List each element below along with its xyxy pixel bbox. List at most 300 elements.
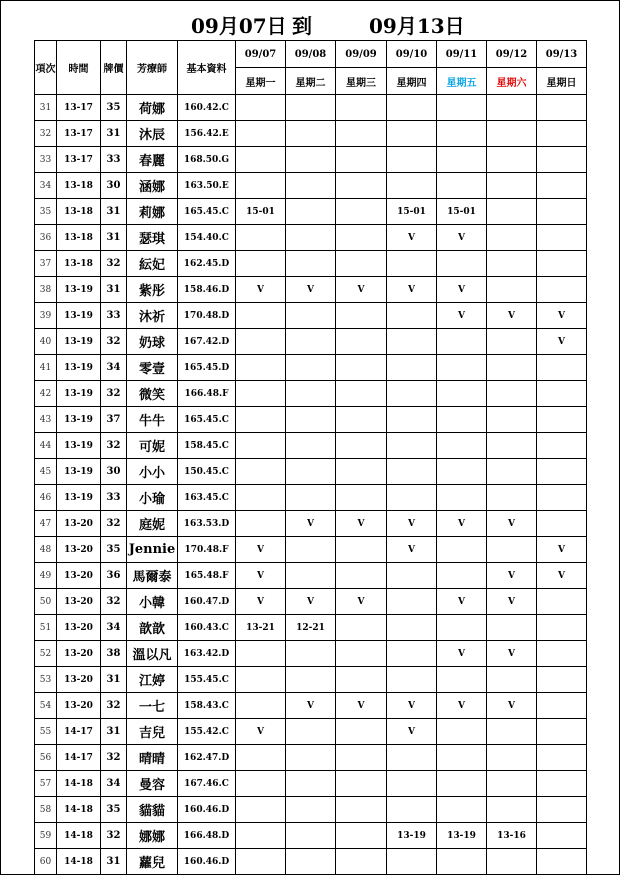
row-day-cell bbox=[537, 251, 587, 277]
row-time: 13-20 bbox=[57, 563, 101, 589]
table-row bbox=[35, 719, 587, 745]
table-row bbox=[35, 277, 587, 303]
row-time: 13-19 bbox=[57, 407, 101, 433]
row-day-cell bbox=[236, 121, 286, 147]
row-index: 48 bbox=[35, 537, 57, 563]
row-info: 150.45.C bbox=[178, 459, 236, 485]
row-index: 40 bbox=[35, 329, 57, 355]
row-day-cell bbox=[537, 771, 587, 797]
row-info: 154.40.C bbox=[178, 225, 236, 251]
row-day-cell bbox=[286, 563, 336, 589]
table-row bbox=[35, 355, 587, 381]
row-day-cell bbox=[487, 485, 537, 511]
row-day-cell bbox=[336, 303, 387, 329]
row-day-cell bbox=[487, 381, 537, 407]
row-index: 47 bbox=[35, 511, 57, 537]
row-day-cell bbox=[387, 459, 437, 485]
row-time: 13-19 bbox=[57, 433, 101, 459]
row-rate: 34 bbox=[101, 771, 127, 797]
row-rate: 32 bbox=[101, 381, 127, 407]
row-day-cell bbox=[487, 95, 537, 121]
row-rate: 36 bbox=[101, 563, 127, 589]
row-day-cell bbox=[437, 407, 487, 433]
row-name: 一七 bbox=[127, 693, 178, 719]
header-date-4: 09/11 bbox=[437, 41, 487, 68]
row-day-cell: V bbox=[437, 225, 487, 251]
row-day-cell bbox=[387, 329, 437, 355]
row-day-cell bbox=[286, 147, 336, 173]
row-rate: 32 bbox=[101, 693, 127, 719]
row-index: 32 bbox=[35, 121, 57, 147]
row-day-cell: V bbox=[236, 589, 286, 615]
row-rate: 31 bbox=[101, 277, 127, 303]
table-row bbox=[35, 199, 587, 225]
header-date-3: 09/10 bbox=[387, 41, 437, 68]
row-day-cell bbox=[537, 459, 587, 485]
table-row bbox=[35, 745, 587, 771]
table-row bbox=[35, 823, 587, 849]
row-day-cell bbox=[336, 563, 387, 589]
row-info: 158.46.D bbox=[178, 277, 236, 303]
row-day-cell: V bbox=[387, 537, 437, 563]
row-index: 43 bbox=[35, 407, 57, 433]
row-time: 13-19 bbox=[57, 329, 101, 355]
row-info: 165.45.C bbox=[178, 199, 236, 225]
schedule-title bbox=[1, 14, 622, 38]
row-name: 溫以凡 bbox=[127, 641, 178, 667]
row-index: 41 bbox=[35, 355, 57, 381]
row-day-cell bbox=[537, 485, 587, 511]
row-info: 166.48.D bbox=[178, 823, 236, 849]
row-day-cell: V bbox=[437, 641, 487, 667]
table-row bbox=[35, 797, 587, 823]
header-weekday-2: 星期三 bbox=[336, 68, 387, 95]
row-day-cell: 12-21 bbox=[286, 615, 336, 641]
row-name: 蘿兒 bbox=[127, 849, 178, 875]
row-index: 31 bbox=[35, 95, 57, 121]
row-day-cell bbox=[437, 563, 487, 589]
row-day-cell bbox=[387, 797, 437, 823]
row-name: 涵娜 bbox=[127, 173, 178, 199]
table-row bbox=[35, 95, 587, 121]
row-day-cell bbox=[387, 173, 437, 199]
row-name: 荷娜 bbox=[127, 95, 178, 121]
row-day-cell bbox=[487, 251, 537, 277]
row-time: 13-19 bbox=[57, 381, 101, 407]
table-row bbox=[35, 667, 587, 693]
row-info: 160.46.D bbox=[178, 849, 236, 875]
row-day-cell bbox=[336, 355, 387, 381]
row-info: 162.47.D bbox=[178, 745, 236, 771]
row-day-cell bbox=[236, 693, 286, 719]
table-row bbox=[35, 589, 587, 615]
row-index: 54 bbox=[35, 693, 57, 719]
row-day-cell bbox=[236, 225, 286, 251]
row-name: 春麗 bbox=[127, 147, 178, 173]
row-day-cell: V bbox=[336, 589, 387, 615]
row-day-cell bbox=[336, 667, 387, 693]
row-day-cell bbox=[286, 251, 336, 277]
row-day-cell: V bbox=[336, 693, 387, 719]
row-day-cell: V bbox=[437, 303, 487, 329]
row-day-cell bbox=[387, 667, 437, 693]
row-day-cell: V bbox=[487, 511, 537, 537]
row-day-cell: V bbox=[286, 511, 336, 537]
row-rate: 35 bbox=[101, 797, 127, 823]
row-time: 14-18 bbox=[57, 797, 101, 823]
row-day-cell bbox=[537, 355, 587, 381]
row-day-cell bbox=[286, 433, 336, 459]
row-day-cell bbox=[336, 485, 387, 511]
row-day-cell: 13-16 bbox=[487, 823, 537, 849]
row-day-cell bbox=[387, 355, 437, 381]
row-rate: 30 bbox=[101, 173, 127, 199]
row-day-cell bbox=[437, 433, 487, 459]
row-day-cell bbox=[437, 355, 487, 381]
row-day-cell bbox=[437, 797, 487, 823]
row-rate: 35 bbox=[101, 537, 127, 563]
table-row bbox=[35, 511, 587, 537]
row-day-cell bbox=[537, 433, 587, 459]
row-day-cell bbox=[236, 667, 286, 693]
table-row bbox=[35, 147, 587, 173]
row-name: 馬爾泰 bbox=[127, 563, 178, 589]
row-time: 14-17 bbox=[57, 719, 101, 745]
row-day-cell bbox=[537, 199, 587, 225]
row-day-cell bbox=[487, 199, 537, 225]
row-day-cell: V bbox=[387, 225, 437, 251]
row-info: 163.42.D bbox=[178, 641, 236, 667]
row-index: 60 bbox=[35, 849, 57, 875]
row-day-cell bbox=[286, 849, 336, 875]
row-day-cell bbox=[487, 433, 537, 459]
row-day-cell: V bbox=[537, 563, 587, 589]
row-day-cell bbox=[336, 797, 387, 823]
header-weekday-1: 星期二 bbox=[286, 68, 336, 95]
row-day-cell bbox=[387, 251, 437, 277]
row-name: 歆歆 bbox=[127, 615, 178, 641]
row-day-cell bbox=[537, 667, 587, 693]
row-rate: 34 bbox=[101, 355, 127, 381]
row-day-cell bbox=[286, 745, 336, 771]
row-day-cell bbox=[437, 95, 487, 121]
row-day-cell bbox=[236, 329, 286, 355]
row-day-cell bbox=[387, 641, 437, 667]
row-rate: 32 bbox=[101, 433, 127, 459]
row-rate: 31 bbox=[101, 199, 127, 225]
row-day-cell: 15-01 bbox=[387, 199, 437, 225]
row-day-cell bbox=[286, 485, 336, 511]
header-weekday-6: 星期日 bbox=[537, 68, 587, 95]
row-day-cell: V bbox=[387, 277, 437, 303]
row-day-cell: V bbox=[286, 693, 336, 719]
row-info: 160.46.D bbox=[178, 797, 236, 823]
row-time: 13-19 bbox=[57, 303, 101, 329]
row-day-cell: 13-21 bbox=[236, 615, 286, 641]
row-rate: 31 bbox=[101, 667, 127, 693]
row-name: 沐辰 bbox=[127, 121, 178, 147]
row-time: 13-20 bbox=[57, 615, 101, 641]
row-day-cell bbox=[336, 329, 387, 355]
row-time: 14-18 bbox=[57, 849, 101, 875]
row-index: 33 bbox=[35, 147, 57, 173]
row-day-cell bbox=[336, 251, 387, 277]
row-day-cell bbox=[336, 641, 387, 667]
row-day-cell: 13-19 bbox=[437, 823, 487, 849]
row-day-cell bbox=[286, 355, 336, 381]
row-rate: 31 bbox=[101, 719, 127, 745]
row-rate: 33 bbox=[101, 303, 127, 329]
row-time: 13-18 bbox=[57, 225, 101, 251]
row-day-cell bbox=[537, 849, 587, 875]
row-day-cell: V bbox=[487, 641, 537, 667]
row-day-cell bbox=[537, 225, 587, 251]
row-day-cell: V bbox=[387, 693, 437, 719]
row-info: 160.47.D bbox=[178, 589, 236, 615]
row-day-cell bbox=[487, 173, 537, 199]
row-day-cell bbox=[236, 147, 286, 173]
row-day-cell bbox=[487, 615, 537, 641]
header-date-2: 09/09 bbox=[336, 41, 387, 68]
row-day-cell bbox=[336, 381, 387, 407]
row-name: 可妮 bbox=[127, 433, 178, 459]
row-day-cell bbox=[236, 459, 286, 485]
row-day-cell: V bbox=[487, 693, 537, 719]
row-day-cell: V bbox=[336, 511, 387, 537]
row-day-cell bbox=[437, 745, 487, 771]
row-time: 13-19 bbox=[57, 485, 101, 511]
row-rate: 31 bbox=[101, 849, 127, 875]
row-day-cell bbox=[236, 823, 286, 849]
row-day-cell bbox=[487, 771, 537, 797]
table-row bbox=[35, 225, 587, 251]
row-day-cell bbox=[387, 589, 437, 615]
row-time: 13-19 bbox=[57, 355, 101, 381]
row-day-cell: V bbox=[286, 589, 336, 615]
table-row bbox=[35, 381, 587, 407]
row-day-cell bbox=[336, 199, 387, 225]
table-row bbox=[35, 433, 587, 459]
row-day-cell bbox=[487, 745, 537, 771]
row-rate: 32 bbox=[101, 511, 127, 537]
row-day-cell bbox=[537, 641, 587, 667]
row-day-cell bbox=[537, 121, 587, 147]
row-index: 52 bbox=[35, 641, 57, 667]
row-day-cell bbox=[286, 407, 336, 433]
row-info: 165.45.D bbox=[178, 355, 236, 381]
table-row bbox=[35, 121, 587, 147]
row-name: 莉娜 bbox=[127, 199, 178, 225]
title-start-date: 09月07日 bbox=[191, 14, 287, 38]
row-day-cell bbox=[487, 277, 537, 303]
header-name: 芳療師 bbox=[127, 41, 178, 95]
row-index: 35 bbox=[35, 199, 57, 225]
row-day-cell bbox=[437, 251, 487, 277]
row-day-cell bbox=[286, 537, 336, 563]
row-day-cell bbox=[286, 173, 336, 199]
row-day-cell bbox=[487, 667, 537, 693]
row-day-cell bbox=[236, 745, 286, 771]
row-day-cell bbox=[537, 95, 587, 121]
row-name: 紫彤 bbox=[127, 277, 178, 303]
row-day-cell bbox=[286, 121, 336, 147]
table-row bbox=[35, 407, 587, 433]
table-row bbox=[35, 693, 587, 719]
row-day-cell bbox=[286, 719, 336, 745]
row-name: 曼容 bbox=[127, 771, 178, 797]
row-rate: 32 bbox=[101, 251, 127, 277]
row-day-cell bbox=[537, 173, 587, 199]
row-info: 155.45.C bbox=[178, 667, 236, 693]
row-day-cell bbox=[487, 225, 537, 251]
row-info: 162.45.D bbox=[178, 251, 236, 277]
row-time: 13-18 bbox=[57, 173, 101, 199]
title-end-date: 09月13日 bbox=[369, 14, 465, 38]
row-day-cell: V bbox=[487, 589, 537, 615]
row-day-cell: V bbox=[236, 563, 286, 589]
row-day-cell bbox=[236, 381, 286, 407]
row-day-cell bbox=[537, 693, 587, 719]
row-day-cell: V bbox=[236, 719, 286, 745]
row-day-cell bbox=[537, 589, 587, 615]
title-to: 到 bbox=[292, 14, 312, 38]
row-info: 156.42.E bbox=[178, 121, 236, 147]
row-day-cell bbox=[437, 537, 487, 563]
row-day-cell bbox=[537, 745, 587, 771]
row-info: 166.48.F bbox=[178, 381, 236, 407]
row-day-cell bbox=[487, 797, 537, 823]
row-rate: 31 bbox=[101, 225, 127, 251]
row-name: 小瑜 bbox=[127, 485, 178, 511]
row-day-cell bbox=[286, 667, 336, 693]
row-day-cell bbox=[537, 147, 587, 173]
row-day-cell: V bbox=[336, 277, 387, 303]
row-rate: 30 bbox=[101, 459, 127, 485]
row-rate: 34 bbox=[101, 615, 127, 641]
row-day-cell bbox=[437, 147, 487, 173]
row-time: 13-17 bbox=[57, 95, 101, 121]
row-name: 江婷 bbox=[127, 667, 178, 693]
row-day-cell bbox=[286, 641, 336, 667]
row-day-cell bbox=[336, 771, 387, 797]
table-row bbox=[35, 849, 587, 875]
row-day-cell: V bbox=[286, 277, 336, 303]
row-index: 59 bbox=[35, 823, 57, 849]
row-time: 14-18 bbox=[57, 823, 101, 849]
row-day-cell: V bbox=[537, 537, 587, 563]
row-info: 155.42.C bbox=[178, 719, 236, 745]
row-day-cell bbox=[236, 355, 286, 381]
row-index: 55 bbox=[35, 719, 57, 745]
row-index: 45 bbox=[35, 459, 57, 485]
row-day-cell: V bbox=[236, 537, 286, 563]
row-day-cell bbox=[286, 329, 336, 355]
table-row bbox=[35, 563, 587, 589]
row-index: 51 bbox=[35, 615, 57, 641]
row-day-cell bbox=[487, 537, 537, 563]
row-name: 零壹 bbox=[127, 355, 178, 381]
row-day-cell bbox=[236, 251, 286, 277]
row-info: 167.46.C bbox=[178, 771, 236, 797]
row-day-cell bbox=[336, 719, 387, 745]
row-day-cell bbox=[286, 771, 336, 797]
row-day-cell bbox=[537, 511, 587, 537]
header-date-6: 09/13 bbox=[537, 41, 587, 68]
header-index: 項次 bbox=[35, 41, 57, 95]
row-day-cell: 13-19 bbox=[387, 823, 437, 849]
row-info: 158.43.C bbox=[178, 693, 236, 719]
row-day-cell bbox=[437, 771, 487, 797]
row-index: 39 bbox=[35, 303, 57, 329]
row-day-cell bbox=[336, 95, 387, 121]
row-day-cell bbox=[336, 121, 387, 147]
row-name: 庭妮 bbox=[127, 511, 178, 537]
row-day-cell bbox=[286, 797, 336, 823]
row-info: 158.45.C bbox=[178, 433, 236, 459]
row-day-cell bbox=[236, 433, 286, 459]
row-rate: 38 bbox=[101, 641, 127, 667]
table-row bbox=[35, 329, 587, 355]
row-time: 13-17 bbox=[57, 147, 101, 173]
row-day-cell bbox=[487, 719, 537, 745]
table-row bbox=[35, 459, 587, 485]
row-day-cell bbox=[286, 225, 336, 251]
row-day-cell bbox=[236, 485, 286, 511]
row-day-cell bbox=[387, 745, 437, 771]
row-name: 小小 bbox=[127, 459, 178, 485]
schedule-table bbox=[34, 40, 587, 875]
row-day-cell bbox=[437, 485, 487, 511]
row-day-cell bbox=[537, 797, 587, 823]
row-name: 瑟琪 bbox=[127, 225, 178, 251]
header-weekday-3: 星期四 bbox=[387, 68, 437, 95]
row-day-cell bbox=[487, 147, 537, 173]
row-info: 163.45.C bbox=[178, 485, 236, 511]
row-time: 13-20 bbox=[57, 511, 101, 537]
row-info: 170.48.D bbox=[178, 303, 236, 329]
header-date-1: 09/08 bbox=[286, 41, 336, 68]
row-time: 13-20 bbox=[57, 667, 101, 693]
row-time: 13-19 bbox=[57, 459, 101, 485]
row-index: 37 bbox=[35, 251, 57, 277]
row-rate: 35 bbox=[101, 95, 127, 121]
row-day-cell bbox=[336, 407, 387, 433]
row-day-cell bbox=[286, 95, 336, 121]
row-day-cell bbox=[336, 433, 387, 459]
row-day-cell bbox=[286, 459, 336, 485]
row-day-cell bbox=[387, 433, 437, 459]
row-name: 牛牛 bbox=[127, 407, 178, 433]
row-day-cell bbox=[336, 173, 387, 199]
row-day-cell bbox=[387, 563, 437, 589]
row-index: 42 bbox=[35, 381, 57, 407]
row-rate: 33 bbox=[101, 147, 127, 173]
row-day-cell: V bbox=[487, 303, 537, 329]
row-day-cell bbox=[537, 277, 587, 303]
row-day-cell: V bbox=[437, 511, 487, 537]
row-info: 160.42.C bbox=[178, 95, 236, 121]
row-info: 163.53.D bbox=[178, 511, 236, 537]
row-rate: 37 bbox=[101, 407, 127, 433]
row-day-cell bbox=[236, 511, 286, 537]
row-day-cell bbox=[236, 771, 286, 797]
row-name: 小韓 bbox=[127, 589, 178, 615]
row-day-cell bbox=[387, 485, 437, 511]
row-day-cell: V bbox=[236, 277, 286, 303]
row-day-cell bbox=[437, 173, 487, 199]
row-rate: 32 bbox=[101, 589, 127, 615]
row-time: 13-20 bbox=[57, 693, 101, 719]
